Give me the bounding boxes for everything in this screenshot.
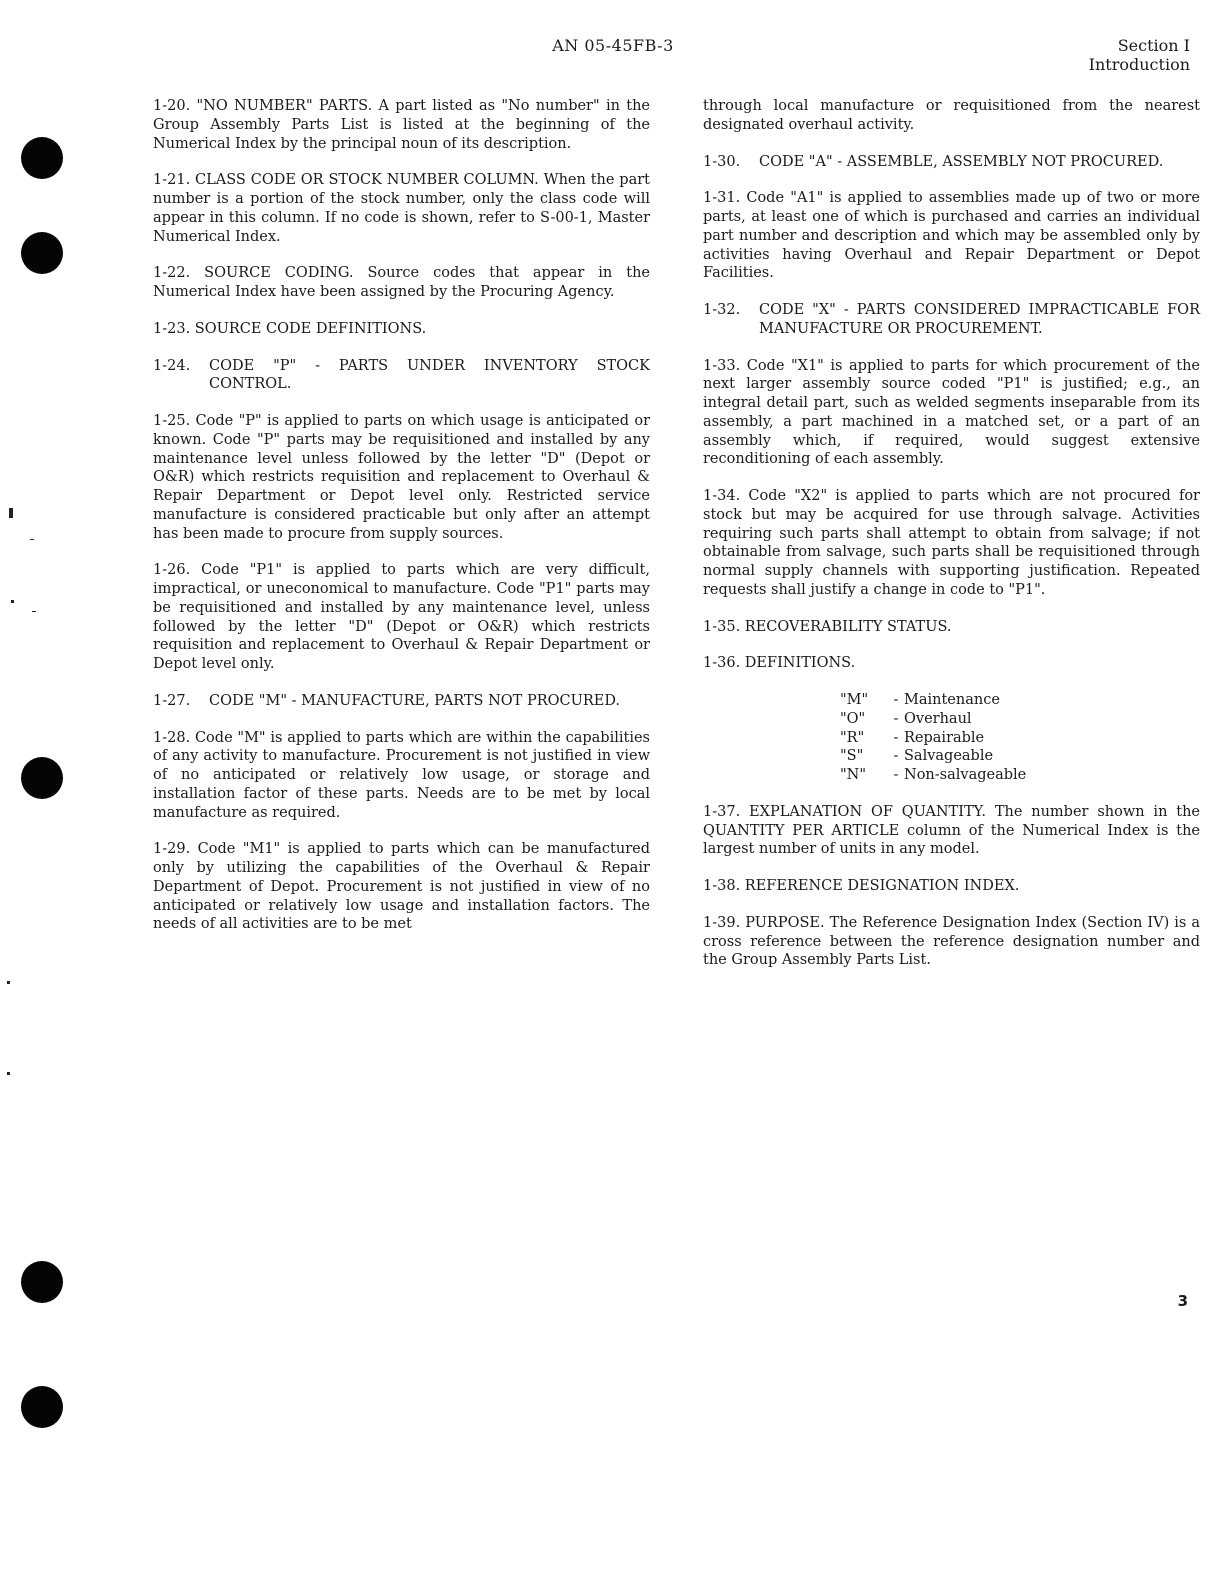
paragraph-heading: CODE "M" - MANUFACTURE, PARTS NOT PROCURED. <box>209 692 621 709</box>
definition-code: "R" <box>840 729 865 746</box>
definition-code: "N" <box>840 767 867 783</box>
paragraph: 1-38. REFERENCE DESIGNATION INDEX. <box>703 878 1020 894</box>
scan-mark <box>9 508 13 518</box>
definition-row <box>840 747 1200 766</box>
paragraph-number: 1-24. <box>153 357 191 374</box>
definition-dash: - <box>893 748 899 765</box>
paragraph: 1-31. Code "A1" is applied to assemblies made up of two or more parts, at least one of which is purchased and carries an individual part number and description and which may be assembled only by activities having Overhaul and Repair Department or Depot Facilities. <box>703 190 1200 282</box>
definition-code: "M" <box>840 692 869 708</box>
heading-paragraph <box>153 692 650 711</box>
heading-paragraph <box>703 301 1200 339</box>
paragraph-heading: CODE "X" - PARTS CONSIDERED IMPRACTICABLE FOR MANUFACTURE OR PROCUREMENT. <box>759 302 1200 337</box>
definition-dash: - <box>893 767 899 783</box>
definition-dash: - <box>893 710 899 727</box>
scan-mark <box>32 611 36 612</box>
binder-hole <box>21 137 63 179</box>
definition-dash: - <box>893 692 899 708</box>
paragraph: 1-37. EXPLANATION OF QUANTITY. The number shown in the QUANTITY PER ARTICLE column of the Numerical Index is the largest number of units in any model. <box>703 803 1200 858</box>
binder-hole <box>21 757 63 799</box>
heading-paragraph <box>703 153 1200 172</box>
paragraph: 1-33. Code "X1" is applied to parts for which procurement of the next larger assembly source coded "P1" is justified; e.g., an integral detail part, such as welded segments inseparable from its assembly, a part machined in a matched set, or a part of an assembly which, if required, would suggest extensive reconditioning of each assembly. <box>703 357 1200 468</box>
paragraph: 1-35. RECOVERABILITY STATUS. <box>703 618 952 635</box>
section-label: Section I <box>1117 36 1190 55</box>
definition-dash: - <box>893 729 899 746</box>
paragraph: 1-20. "NO NUMBER" PARTS. A part listed as "No number" in the Group Assembly Parts List is listed at the beginning of the Numerical Index by the principal noun of its description. <box>153 98 650 152</box>
scan-mark <box>7 1072 10 1075</box>
paragraph: 1-34. Code "X2" is applied to parts which are not procured for stock but may be acquired for use through salvage. Activities requiring such parts shall attempt to obtain from salvage; if not obtainable from salvage, such parts shall be requisitioned through normal supply channels with supporting justification. Repeated requests shall justify a change in code to "P1". <box>703 488 1200 598</box>
definition-row <box>840 729 1200 748</box>
definition-meaning: Non-salvageable <box>904 767 1027 783</box>
paragraph: 1-28. Code "M" is applied to parts which are within the capabilities of any activity to manufacture. Procurement is not justified in view of no anticipated or relatively low usage, or storage and installation factor of these parts. Needs are to be met by local manufacture as required. <box>153 729 650 821</box>
paragraph-number: 1-27. <box>153 692 191 709</box>
paragraph-number: 1-30. <box>703 153 741 170</box>
paragraph-heading: CODE "P" - PARTS UNDER INVENTORY STOCK CONTROL. <box>209 357 650 393</box>
binder-hole <box>21 1261 63 1303</box>
definition-row <box>840 766 1200 785</box>
definition-meaning: Overhaul <box>904 710 972 727</box>
paragraph-number: 1-32. <box>703 302 741 318</box>
page-number: 3 <box>1177 1292 1188 1310</box>
page-header-center: AN 05-45FB-3 <box>552 36 674 55</box>
paragraph: 1-22. SOURCE CODING. Source codes that appear in the Numerical Index have been assigned by the Procuring Agency. <box>153 265 650 300</box>
paragraph: through local manufacture or requisitioned from the nearest designated overhaul activity. <box>703 98 1200 133</box>
paragraph: 1-23. SOURCE CODE DEFINITIONS. <box>153 320 427 337</box>
scan-mark <box>7 981 10 984</box>
binder-hole <box>21 232 63 274</box>
definition-meaning: Repairable <box>904 729 985 746</box>
paragraph: 1-29. Code "M1" is applied to parts which can be manufactured only by utilizing the capabilities of the Overhaul & Repair Department of Depot. Procurement is not justified in view of no anticipated or relatively low usage and installation factors. The needs of all activities are to be met <box>153 841 650 933</box>
scan-mark <box>30 539 34 540</box>
paragraph: 1-21. CLASS CODE OR STOCK NUMBER COLUMN. When the part number is a portion of the stock number, only the class code will appear in this column. If no code is shown, refer to S-00-1, Master Numerical Index. <box>153 172 650 245</box>
section-title: Introduction <box>1088 55 1190 74</box>
left-column <box>153 97 650 952</box>
paragraph: 1-25. Code "P" is applied to parts on which usage is anticipated or known. Code "P" parts may be requisitioned and installed by any maintenance level unless followed by the letter "D" (Depot or O&R) which restricts requisition and replacement to Overhaul & Repair Department or Depot level only. Restricted service manufacture is considered practicable but only after an attempt has been made to procure from supply sources. <box>153 413 650 542</box>
paragraph: 1-39. PURPOSE. The Reference Designation Index (Section IV) is a cross reference between the reference designation number and the Group Assembly Parts List. <box>703 914 1200 969</box>
definition-code: "S" <box>840 748 864 765</box>
paragraph: 1-36. DEFINITIONS. <box>703 655 856 672</box>
heading-paragraph <box>153 357 650 395</box>
definition-code: "O" <box>840 710 866 727</box>
definition-row <box>840 691 1200 710</box>
definitions-list <box>840 691 1200 785</box>
binder-hole <box>21 1386 63 1428</box>
scan-mark <box>11 600 14 603</box>
paragraph: 1-26. Code "P1" is applied to parts which are very difficult, impractical, or uneconomical to manufacture. Code "P1" parts may be requisitioned and installed by any maintenance level, unless followed by the letter "D" (Depot or O&R) which restricts requisition and replacement to Overhaul & Repair Department or Depot level only. <box>153 562 650 672</box>
definition-row <box>840 710 1200 729</box>
paragraph-heading: CODE "A" - ASSEMBLE, ASSEMBLY NOT PROCURED. <box>759 153 1164 170</box>
right-column <box>703 97 1200 988</box>
definition-meaning: Maintenance <box>904 692 1000 708</box>
page-header-right <box>1089 36 1190 74</box>
definition-meaning: Salvageable <box>904 748 994 765</box>
